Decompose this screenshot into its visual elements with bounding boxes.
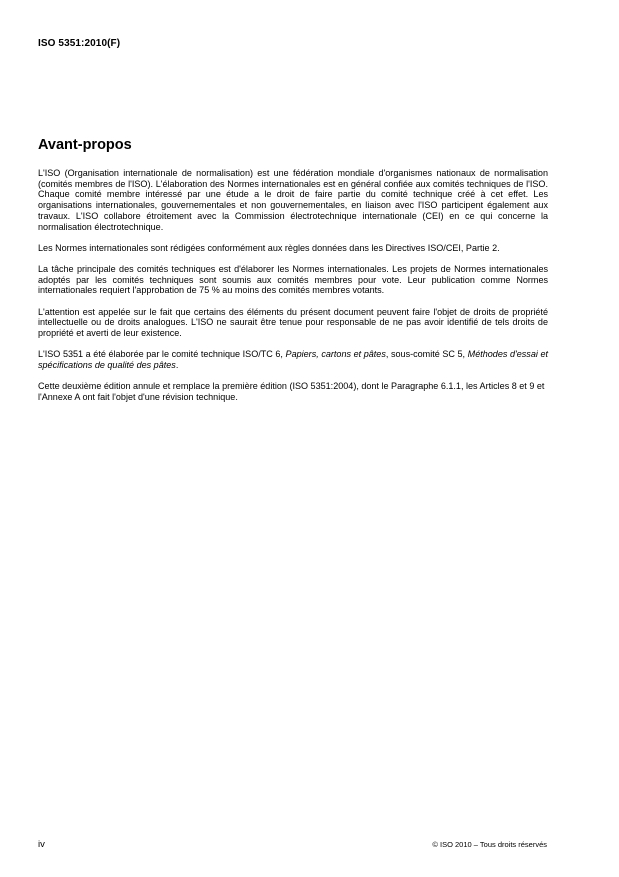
document-id: ISO 5351:2010(F) [38,38,121,49]
paragraph-prepared-by [38,349,548,370]
paragraph-directives: Les Normes internationales sont rédigées conformément aux règles données dans les Directives ISO/CEI, Partie 2. [38,242,500,253]
copyright-notice: © ISO 2010 – Tous droits réservés [432,840,547,849]
subcommittee-title: Méthodes d'essai et spécifications de qualité des pâtes [38,349,549,370]
paragraph-iso-organisation: L'ISO (Organisation internationale de normalisation) est une fédération mondiale d'organismes nationaux de normalisation (comités membres de l'ISO). L'élaboration des Normes internationales est en général confiée aux comités techniques de l'ISO. Chaque comité membre intéressé par une étude a le droit de faire partie du comité technique créé à cet effet. Les organisations internationales, gouvernementales et non gouvernementales, en liaison avec l'ISO participent également aux travaux. L'ISO collabore étroitement avec la Commission électrotechnique internationale (CEI) en ce qui concerne la normalisation électrotechnique. [38,168,548,232]
prepared-by-text-1: L'ISO 5351 a été élaborée par le comité technique ISO/TC 6, [38,349,286,360]
prepared-by-text-2: , sous-comité SC 5, [385,349,468,360]
paragraph-patent-rights: L'attention est appelée sur le fait que certains des éléments du présent document peuvent faire l'objet de droits de propriété intellectuelle ou de droits analogues. L'ISO ne saurait être tenue pour responsable de ne pas avoir identifié de tels droits de propriété et averti de leur existence. [38,306,548,338]
committee-title: Papiers, cartons et pâtes [285,349,386,360]
page-number: iv [38,839,45,850]
paragraph-edition-note: Cette deuxième édition annule et remplace la première édition (ISO 5351:2004), dont le Paragraphe 6.1.1, les Articles 8 et 9 et l'Annexe A ont fait l'objet d'une révision technique. [38,381,545,402]
prepared-by-text-3: . [175,359,179,370]
section-title: Avant-propos [38,137,132,153]
foreword-body [38,168,548,413]
paragraph-technical-committees: La tâche principale des comités techniques est d'élaborer les Normes internationales. Les projets de Normes internationales adoptés par les comités techniques sont soumis aux comités membres pour vote. Leur publication comme Normes internationales requiert l'approbation de 75 % au moins des comités membres votants. [38,263,548,296]
